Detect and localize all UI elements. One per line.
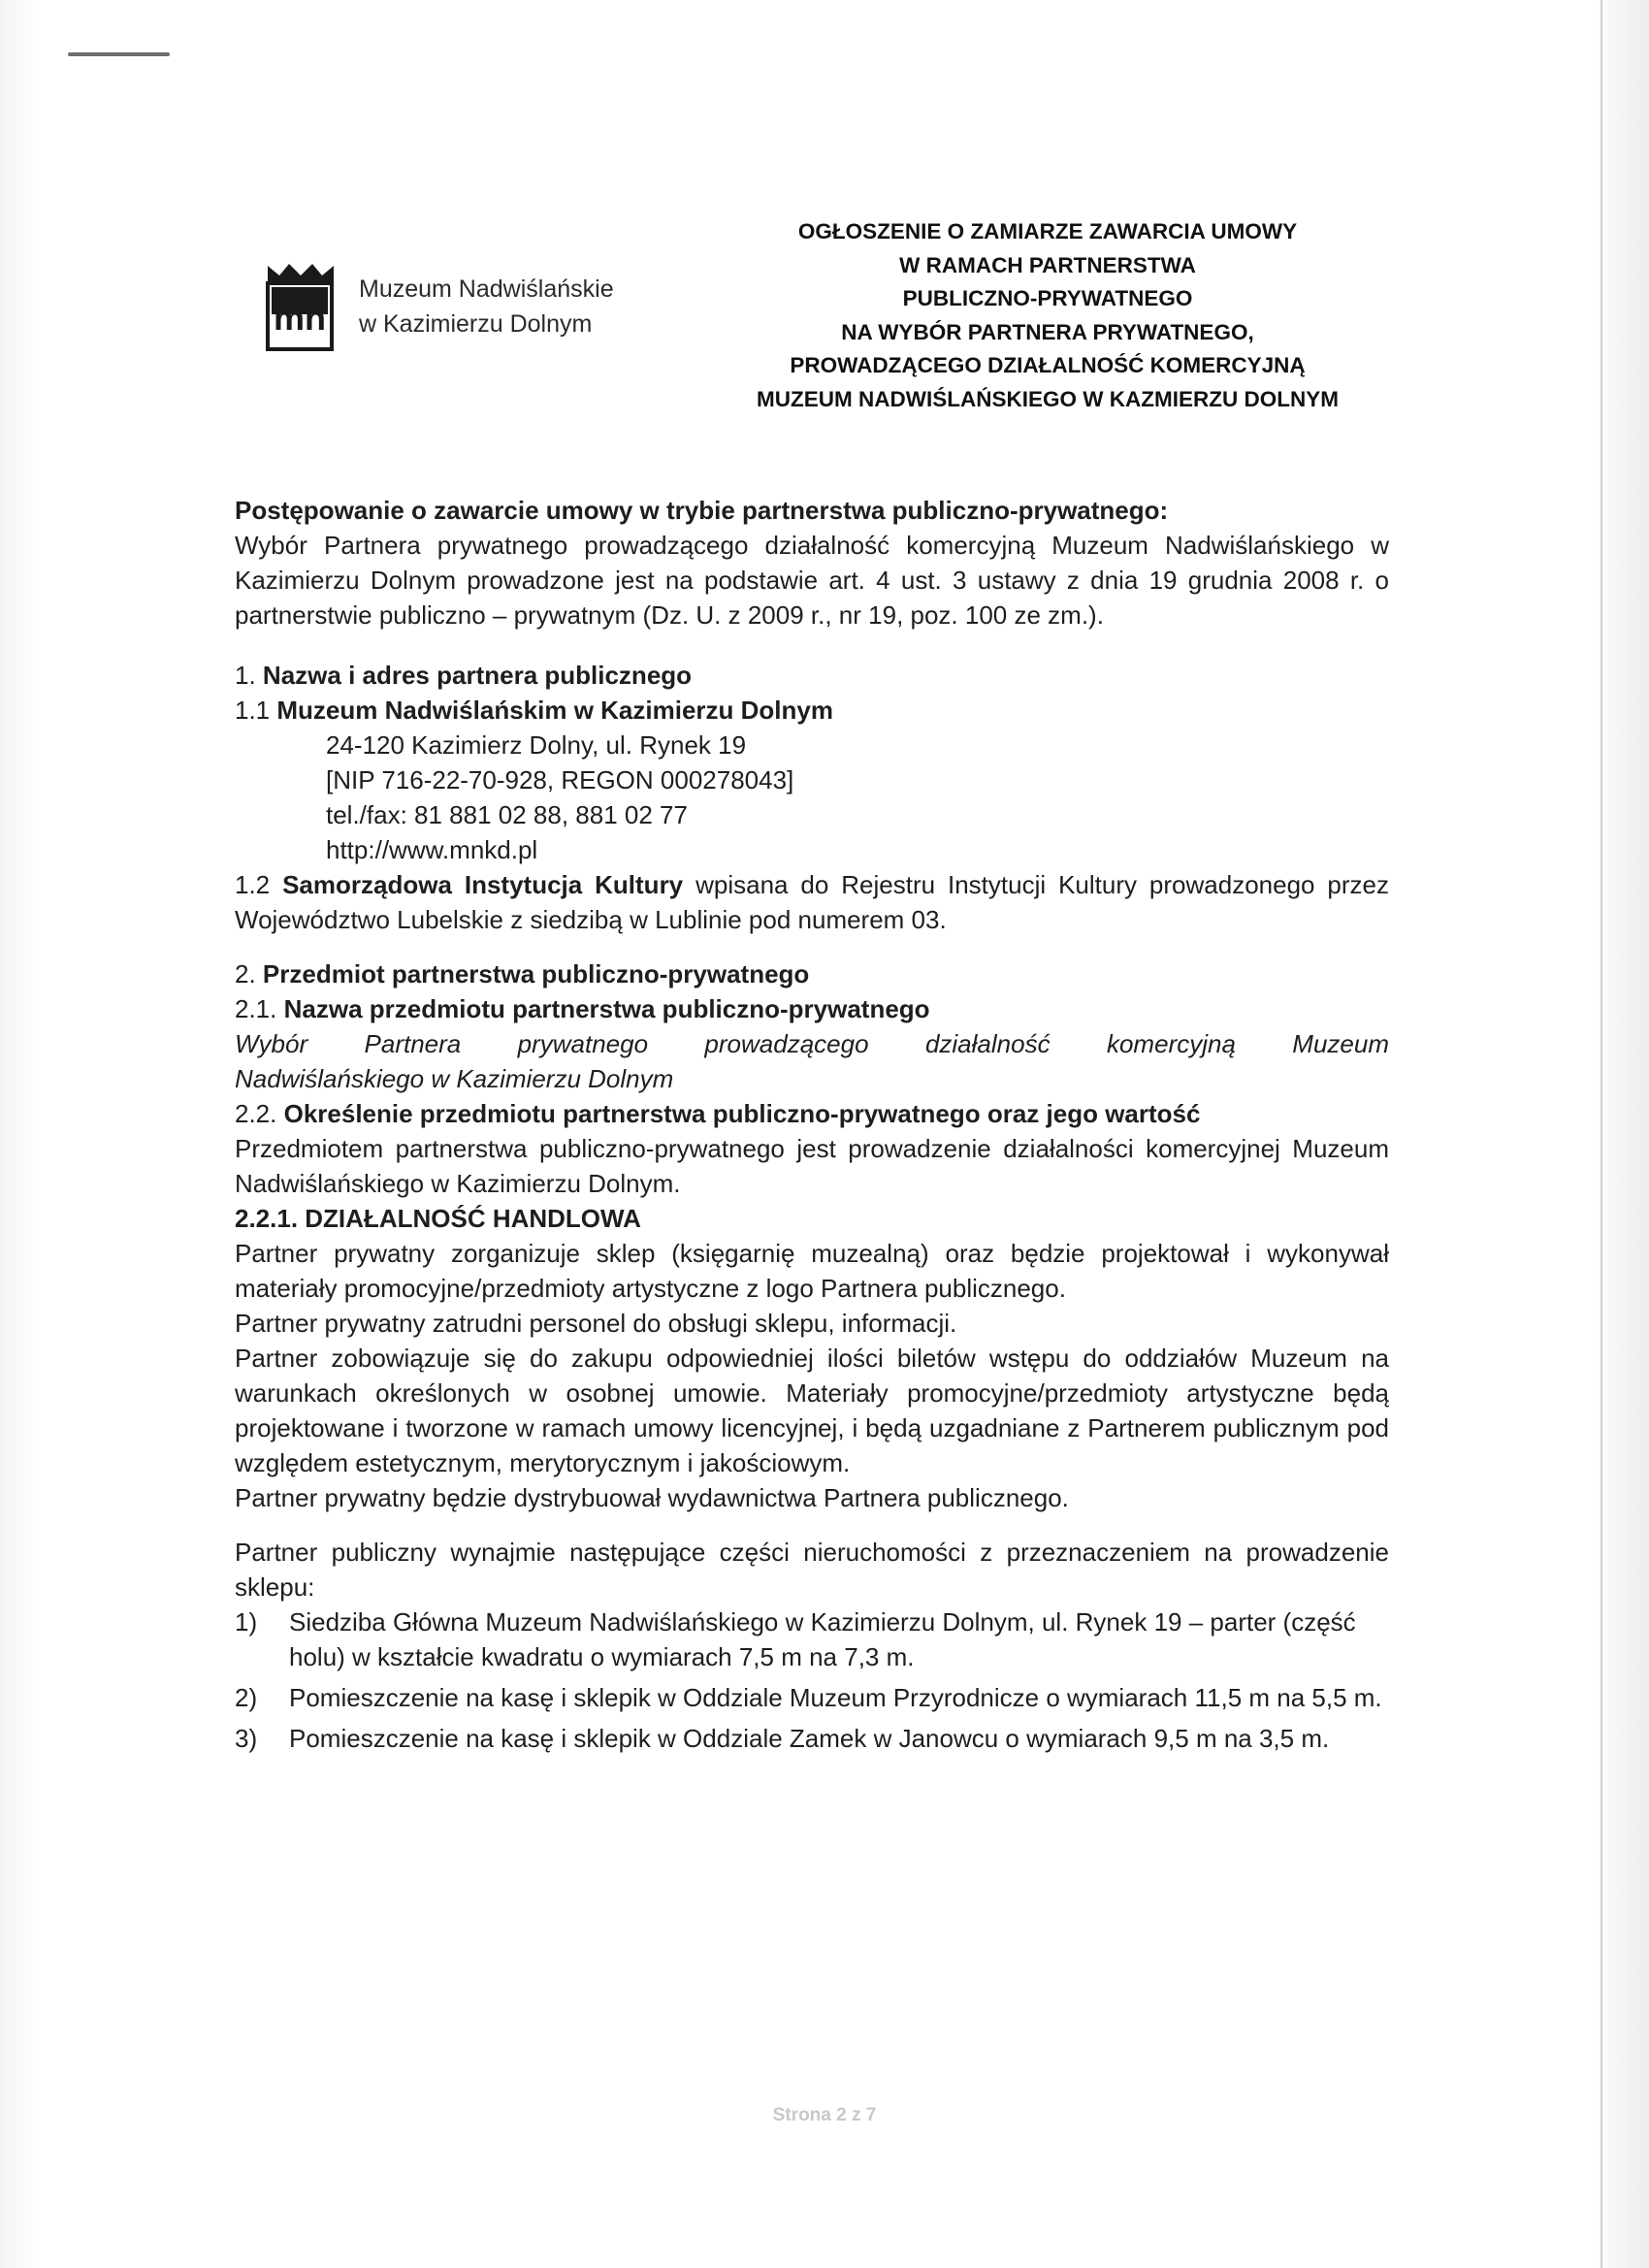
museum-name [359, 272, 614, 341]
section2-1-heading [235, 991, 1389, 1026]
section1-1-heading [235, 693, 1389, 728]
list-item [235, 1604, 1389, 1674]
museum-name-line1: Muzeum Nadwiślańskie [359, 275, 614, 303]
section1-2-text: wpisana do Rejestru Instytucji Kultury prowadzonego przez Województwo Lubelskie z siedzibą w Lublinie pod numerem 03. [235, 870, 1389, 934]
section1-1-number: 1.1 [235, 696, 271, 725]
section2-2-number: 2.2. [235, 1099, 277, 1128]
trade-paragraph: Partner prywatny zorganizuje sklep (księgarnię muzealną) oraz będzie projektował i wykonywał materiały promocyjne/przedmioty artystyczne z logo Partnera publicznego. [235, 1239, 1389, 1303]
announcement-line: MUZEUM NADWIŚLAŃSKIEGO W KAZMIERZU DOLNYM [757, 386, 1339, 411]
announcement-line: OGŁOSZENIE O ZAMIARZE ZAWARCIA UMOWY [797, 219, 1298, 243]
section1-2-number: 1.2 [235, 870, 271, 899]
website-line: http://www.mnkd.pl [326, 835, 538, 864]
intro-heading: Postępowanie o zawarcie umowy w trybie partnerstwa publiczno-prywatnego: [235, 496, 1169, 525]
list-item-text: Siedziba Główna Muzeum Nadwiślańskiego w Kazimierzu Dolnym, ul. Rynek 19 – parter (część holu) w kształcie kwadratu o wymiarach 7,5 m na 7,3 m. [289, 1607, 1356, 1671]
section2-heading [235, 956, 1389, 991]
section2-1-title: Nazwa przedmiotu partnerstwa publiczno-prywatnego [283, 994, 930, 1023]
trade-paragraph: Partner prywatny będzie dystrybuował wydawnictwa Partnera publicznego. [235, 1483, 1069, 1512]
museum-logo-block [266, 262, 614, 351]
announcement-line: PUBLICZNO-PRYWATNEGO [902, 286, 1193, 310]
announcement-line: PROWADZĄCEGO DZIAŁALNOŚĆ KOMERCYJNĄ [790, 353, 1306, 377]
ids-line: [NIP 716-22-70-928, REGON 000278043] [326, 765, 794, 794]
list-item-number: 2) [235, 1683, 258, 1712]
phone-line: tel./fax: 81 881 02 88, 881 02 77 [326, 800, 688, 829]
list-item [235, 1721, 1389, 1756]
list-item [235, 1680, 1389, 1715]
subject-name-line1: Wybór Partnera prywatnego prowadzącego działalność komercyjną Muzeum [235, 1029, 1389, 1058]
logo-letters: mn [274, 298, 326, 338]
list-item-text: Pomieszczenie na kasę i sklepik w Oddziale Zamek w Janowcu o wymiarach 9,5 m na 3,5 m. [289, 1724, 1330, 1753]
announcement-line: NA WYBÓR PARTNERA PRYWATNEGO, [841, 319, 1254, 344]
section1-title: Nazwa i adres partnera publicznego [262, 661, 693, 690]
section1-2-bold: Samorządowa Instytucja Kultury [282, 870, 684, 899]
museum-logo-icon [266, 262, 336, 351]
section2-title: Przedmiot partnerstwa publiczno-prywatnego [262, 959, 810, 988]
subject-name-line2: Nadwiślańskiego w Kazimierzu Dolnym [235, 1064, 674, 1093]
trade-paragraph: Partner prywatny zatrudni personel do obsługi sklepu, informacji. [235, 1309, 957, 1338]
list-item-text: Pomieszczenie na kasę i sklepik w Oddziale Muzeum Przyrodnicze o wymiarach 11,5 m na 5,5 m. [289, 1683, 1382, 1712]
section2-number: 2. [235, 959, 256, 988]
section1-2 [235, 867, 1389, 937]
address-line: 24-120 Kazimierz Dolny, ul. Rynek 19 [326, 730, 747, 760]
page-edge-shadow [1600, 0, 1602, 2268]
announcement-line: W RAMACH PARTNERSTWA [899, 252, 1196, 277]
list-item-number: 1) [235, 1607, 258, 1636]
rented-premises-list [235, 1604, 1389, 1756]
page-number: Strona 2 z 7 [772, 2105, 877, 2125]
section1-heading [235, 658, 1389, 693]
section2-2-text: Przedmiotem partnerstwa publiczno-prywatnego jest prowadzenie działalności komercyjnej Muzeum Nadwiślańskiego w Kazimierzu Dolnym. [235, 1134, 1389, 1198]
public-partner-name: Muzeum Nadwiślańskim w Kazimierzu Dolnym [276, 696, 833, 725]
announcement-title [679, 215, 1416, 416]
scan-artifact-line [68, 52, 170, 56]
section2-2-heading [235, 1096, 1389, 1131]
trade-activity-heading: 2.2.1. DZIAŁALNOŚĆ HANDLOWA [235, 1204, 641, 1233]
section1-number: 1. [235, 661, 256, 690]
document-body [235, 493, 1389, 1762]
rent-intro: Partner publiczny wynajmie następujące części nieruchomości z przeznaczeniem na prowadzenie sklepu: [235, 1538, 1389, 1602]
intro-text: Wybór Partnera prywatnego prowadzącego działalność komercyjną Muzeum Nadwiślańskiego w Kazimierzu Dolnym prowadzone jest na podstawie art. 4 ust. 3 ustawy z dnia 19 grudnia 2008 r. o partnerstwie publiczno – prywatnym (Dz. U. z 2009 r., nr 19, poz. 100 ze zm.). [235, 531, 1389, 630]
list-item-number: 3) [235, 1724, 258, 1753]
museum-name-line2: w Kazimierzu Dolnym [359, 310, 593, 338]
section2-2-title: Określenie przedmiotu partnerstwa publiczno-prywatnego oraz jego wartość [283, 1099, 1201, 1128]
section2-1-number: 2.1. [235, 994, 277, 1023]
trade-paragraph: Partner zobowiązuje się do zakupu odpowiedniej ilości biletów wstępu do oddziałów Muzeum na warunkach określonych w osobnej umowie. Materiały promocyjne/przedmioty artystyczne będą projektowane i tworzone w ramach umowy licencyjnej, i będą uzgadniane z Partnerem publicznym pod względem estetycznym, merytorycznym i jakościowym. [235, 1344, 1389, 1477]
